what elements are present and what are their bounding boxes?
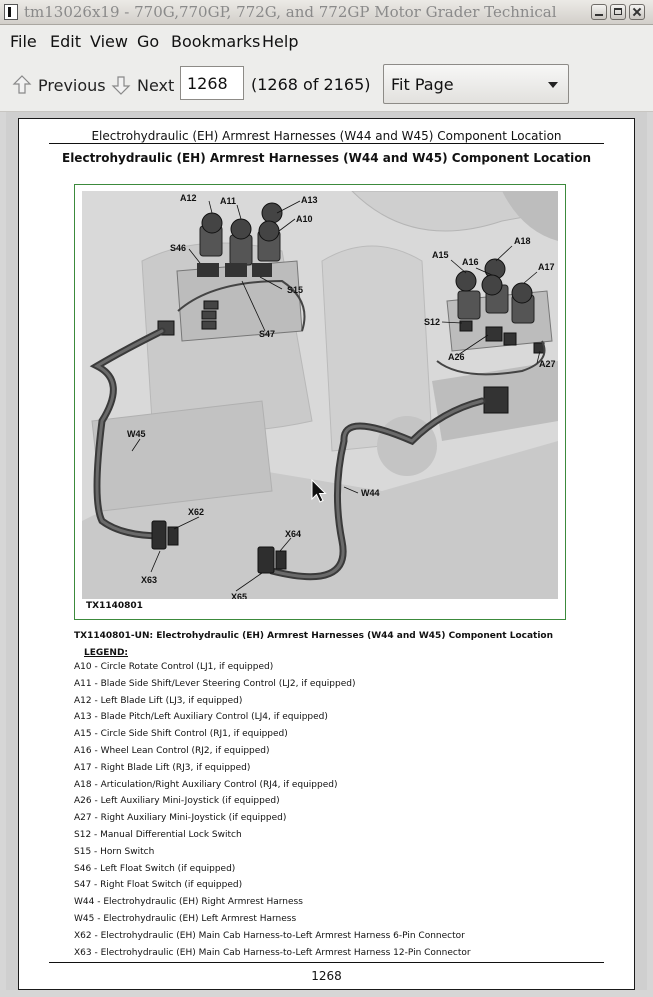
callout-s12: S12 (424, 317, 441, 327)
legend-item: W44 - Electrohydraulic (EH) Right Armrest Harness (74, 897, 303, 908)
harness-illustration (82, 191, 558, 599)
minimize-button[interactable] (591, 4, 607, 20)
callout-x65: X65 (231, 592, 248, 599)
legend-item: A26 - Left Auxiliary Mini-Joystick (if equipped) (74, 796, 280, 807)
page-count-label: (1268 of 2165) (251, 75, 371, 94)
callout-x64: X64 (285, 529, 302, 539)
callout-s46: S46 (170, 243, 187, 253)
legend-item: A13 - Blade Pitch/Left Auxiliary Control (LJ4, if equipped) (74, 712, 328, 723)
legend-item: A12 - Left Blade Lift (LJ3, if equipped) (74, 695, 243, 706)
legend-item: A10 - Circle Rotate Control (LJ1, if equipped) (74, 662, 274, 672)
callout-a10: A10 (296, 214, 313, 224)
menu-help[interactable]: Help (262, 32, 299, 51)
legend-item: A15 - Circle Side Shift Control (RJ1, if equipped) (74, 729, 288, 740)
menu-file[interactable]: File (10, 32, 37, 51)
callout-a27: A27 (539, 359, 556, 369)
callout-x63: X63 (141, 575, 158, 585)
document-page (18, 118, 635, 990)
legend-list (74, 659, 471, 961)
callout-a17: A17 (538, 262, 555, 272)
menu-bookmarks[interactable]: Bookmarks (171, 32, 261, 51)
menu-edit[interactable]: Edit (50, 32, 81, 51)
dropdown-arrow-icon (548, 82, 558, 88)
legend-item: A27 - Right Auxiliary Mini-Joystick (if equipped) (74, 813, 287, 824)
harness-diagram (82, 191, 558, 599)
callout-s47: S47 (259, 329, 276, 339)
running-title: Electrohydraulic (EH) Armrest Harnesses (W44 and W45) Component Location (91, 129, 562, 143)
callout-a16: A16 (462, 257, 479, 267)
legend-item: W45 - Electrohydraulic (EH) Left Armrest Harness (74, 913, 297, 924)
zoom-select[interactable] (383, 64, 569, 104)
document-app-icon (4, 4, 18, 20)
window-title: tm13026x19 - 770G,770GP, 772G, and 772GP Motor Grader Technical (24, 3, 557, 21)
legend-item: A18 - Articulation/Right Auxiliary Control (RJ4, if equipped) (74, 779, 338, 790)
mouse-cursor-icon (311, 479, 327, 505)
footer-divider (49, 962, 604, 963)
down-arrow-icon (111, 74, 131, 96)
legend-item: S47 - Right Float Switch (if equipped) (74, 880, 243, 891)
legend-item: A17 - Right Blade Lift (RJ3, if equipped) (74, 762, 251, 773)
callout-s15: S15 (287, 285, 304, 295)
callout-a18: A18 (514, 236, 531, 246)
legend-item: S12 - Manual Differential Lock Switch (74, 829, 242, 840)
menu-view[interactable]: View (90, 32, 128, 51)
callout-a26: A26 (448, 352, 465, 362)
page-number: 1268 (311, 969, 342, 983)
legend-item: A16 - Wheel Lean Control (RJ2, if equipped) (74, 745, 270, 756)
figure-caption: TX1140801-UN: Electrohydraulic (EH) Armrest Harnesses (W44 and W45) Component Location (74, 631, 554, 641)
callout-w45: W45 (127, 429, 146, 439)
menubar (0, 25, 653, 57)
callout-w44: W44 (361, 488, 380, 498)
previous-page-button[interactable] (12, 73, 106, 97)
legend-item: A11 - Blade Side Shift/Lever Steering Control (LJ2, if equipped) (74, 678, 356, 689)
legend-item: S46 - Left Float Switch (if equipped) (74, 863, 236, 874)
callout-a13: A13 (301, 195, 318, 205)
legend-item: S15 - Horn Switch (74, 846, 155, 857)
window-titlebar (0, 0, 653, 25)
figure-id: TX1140801 (86, 601, 143, 611)
document-viewport[interactable] (6, 112, 647, 990)
next-page-button[interactable] (111, 73, 174, 97)
zoom-value: Fit Page (391, 75, 454, 94)
up-arrow-icon (12, 74, 32, 96)
previous-label: Previous (38, 75, 106, 95)
legend-item: X62 - Electrohydraulic (EH) Main Cab Harness-to-Left Armrest Harness 6-Pin Connector (74, 930, 465, 941)
page-number-input[interactable] (180, 66, 244, 100)
legend-item: X63 - Electrohydraulic (EH) Main Cab Harness-to-Left Armrest Harness 12-Pin Connector (74, 947, 471, 958)
section-title: Electrohydraulic (EH) Armrest Harnesses (W44 and W45) Component Location (62, 151, 592, 165)
callout-x62: X62 (188, 507, 205, 517)
header-divider (49, 143, 604, 144)
maximize-button[interactable] (610, 4, 626, 20)
close-window-button[interactable] (629, 4, 645, 20)
callout-a15: A15 (432, 250, 449, 260)
callout-a11: A11 (220, 196, 237, 206)
menu-go[interactable]: Go (137, 32, 160, 51)
figure-frame (74, 184, 566, 620)
legend-title: LEGEND: (84, 648, 129, 658)
next-label: Next (137, 75, 175, 95)
callout-a12: A12 (180, 193, 197, 203)
